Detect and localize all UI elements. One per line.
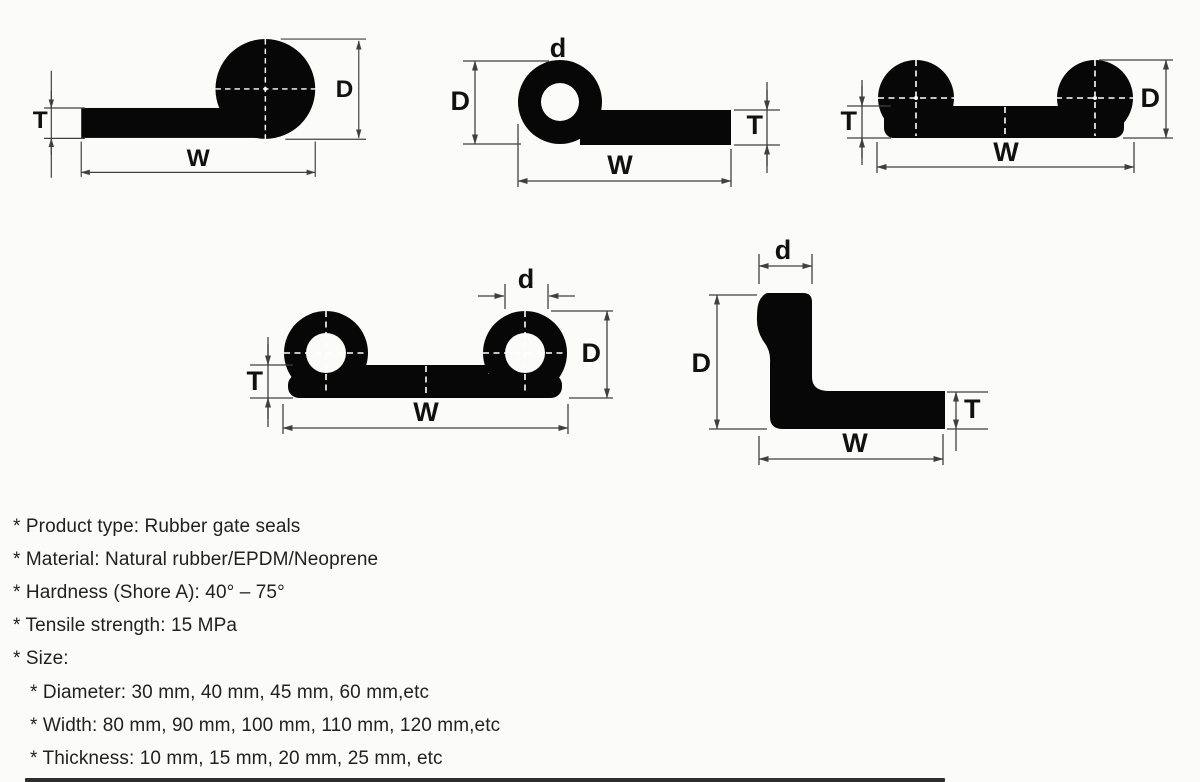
cropped-text-line — [25, 778, 945, 782]
diagram-double-bulb-solid — [830, 30, 1200, 190]
dim-label-D: D — [1140, 83, 1160, 113]
dim-label-D: D — [581, 338, 601, 368]
diagram-l-profile — [680, 230, 1000, 470]
diagram-double-bulb-with-holes — [240, 255, 630, 445]
dim-label-W: W — [186, 145, 210, 173]
dim-label-T: T — [840, 106, 857, 136]
dim-label-T: T — [32, 106, 48, 134]
spec-list — [13, 510, 500, 776]
spec-thickness: * Thickness: 10 mm, 15 mm, 20 mm, 25 mm, etc — [30, 747, 443, 769]
spec-material: * Material: Natural rubber/EPDM/Neoprene — [13, 548, 379, 570]
dim-label-T: T — [246, 366, 263, 396]
spec-width: * Width: 80 mm, 90 mm, 100 mm, 110 mm, 120 mm,etc — [30, 714, 501, 736]
spec-size: * Size: — [13, 648, 69, 670]
dim-label-D: D — [450, 86, 470, 116]
dim-label-d: d — [517, 264, 535, 294]
spec-product-type: * Product type: Rubber gate seals — [13, 515, 301, 537]
diagram-p-seal-with-hole — [440, 20, 800, 200]
dim-label-d: d — [774, 235, 792, 265]
dim-label-W: W — [413, 397, 439, 427]
dim-label-D: D — [335, 76, 354, 104]
dim-label-d: d — [549, 33, 567, 63]
diagram-p-seal-solid — [20, 20, 420, 215]
dim-label-W: W — [607, 150, 633, 180]
dim-label-W: W — [993, 137, 1019, 167]
profile-shape — [757, 293, 945, 429]
dim-label-T: T — [964, 394, 981, 424]
dim-label-D: D — [691, 348, 711, 378]
dim-label-T: T — [746, 110, 763, 140]
dim-label-W: W — [842, 428, 868, 458]
profile-shape — [518, 60, 731, 145]
profile-shape — [81, 39, 315, 139]
spec-hardness: * Hardness (Shore A): 40° – 75° — [13, 581, 285, 603]
spec-tensile-strength: * Tensile strength: 15 MPa — [13, 615, 238, 637]
spec-diameter: * Diameter: 30 mm, 40 mm, 45 mm, 60 mm,etc — [30, 681, 430, 703]
